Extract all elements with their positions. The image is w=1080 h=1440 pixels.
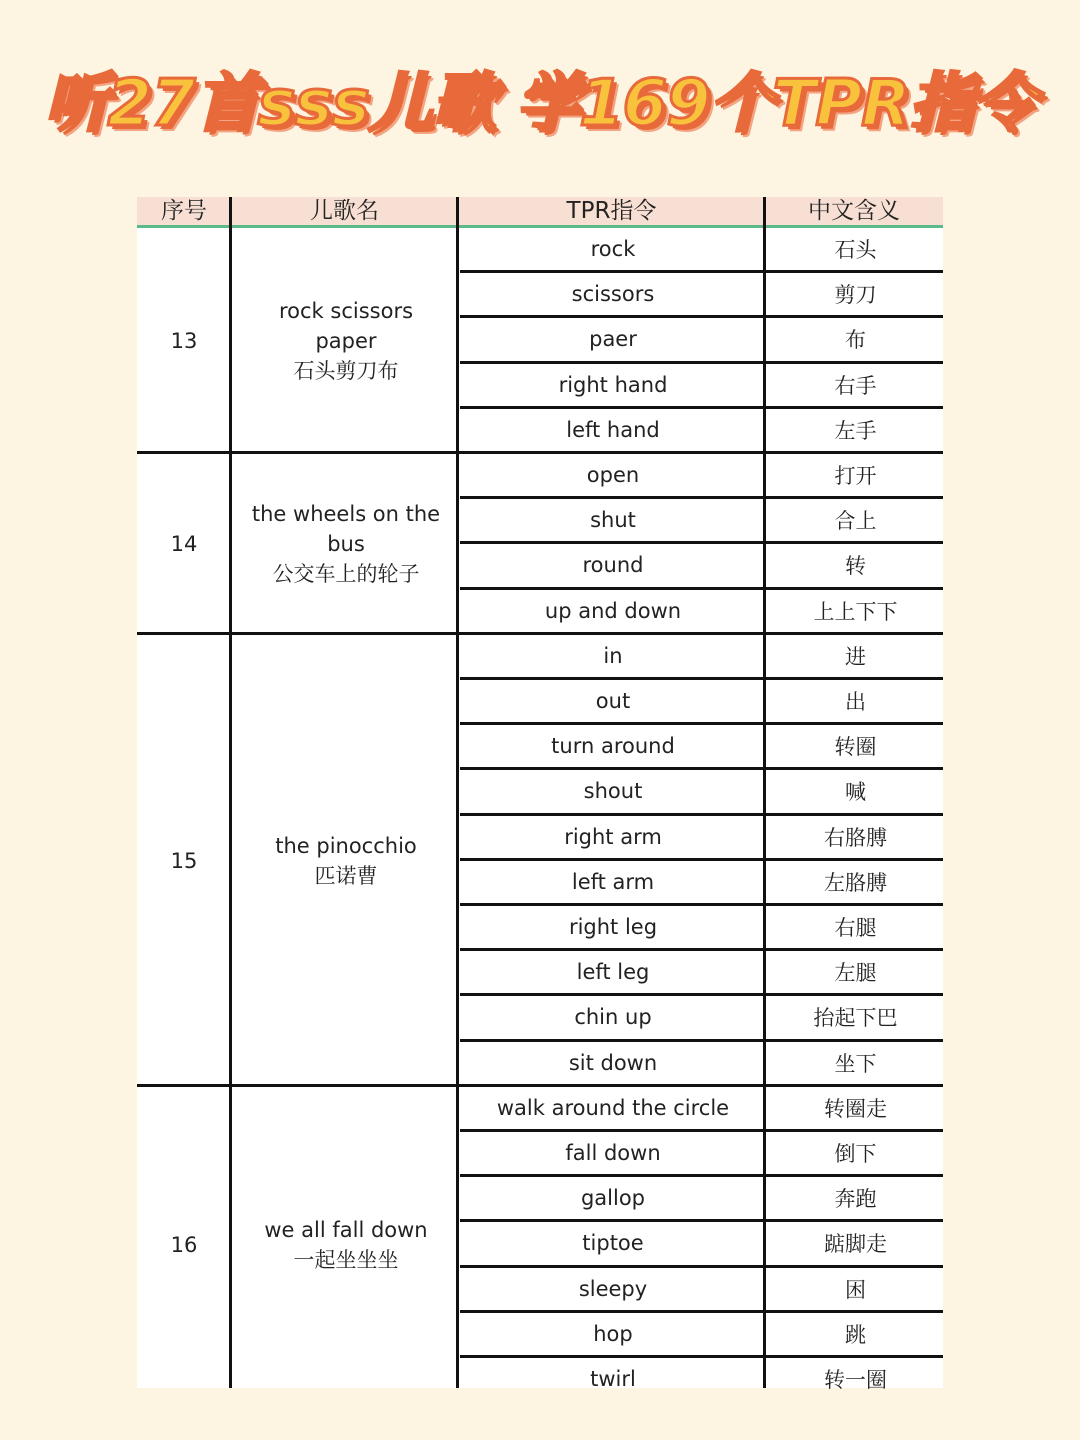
chinese-meaning: 合上: [834, 509, 877, 534]
tpr-command: shout: [583, 779, 643, 804]
song-name-zh: 公交车上的轮子: [272, 562, 420, 587]
song-name-en: rock scissors paper: [278, 299, 414, 353]
page-title: 听27首sss儿歌 学169个TPR指令: [44, 67, 1036, 141]
chinese-meaning: 出: [845, 690, 866, 715]
chinese-meaning: 右胳膊: [824, 825, 887, 850]
header-meaning: 中文含义: [808, 198, 900, 224]
tpr-command: round: [582, 553, 644, 578]
chinese-meaning: 跳: [845, 1322, 866, 1347]
song-name: [234, 454, 458, 635]
tpr-command: chin up: [574, 1005, 652, 1030]
header-song: 儿歌名: [310, 198, 379, 224]
tpr-command: left hand: [566, 417, 660, 442]
tpr-command: hop: [593, 1321, 633, 1346]
chinese-meaning: 左腿: [834, 961, 877, 986]
song-name: [234, 228, 458, 454]
table-header: [137, 197, 943, 228]
tpr-command: twirl: [590, 1367, 636, 1392]
chinese-meaning: 右手: [834, 373, 877, 398]
song-name-en: the wheels on the bus: [251, 502, 441, 557]
chinese-meaning: 打开: [834, 464, 877, 489]
song-name-en: the pinocchio: [275, 833, 417, 858]
tpr-command: left leg: [576, 960, 650, 985]
tpr-command: in: [603, 643, 623, 668]
tpr-command: scissors: [571, 282, 655, 307]
chinese-meaning: 剪刀: [834, 283, 877, 308]
tpr-command: walk around the circle: [496, 1095, 730, 1120]
chinese-meaning: 抬起下巴: [813, 1006, 898, 1031]
header-number: 序号: [161, 198, 207, 224]
tpr-command: paer: [589, 327, 637, 352]
tpr-command: up and down: [544, 598, 682, 623]
chinese-meaning: 坐下: [834, 1051, 877, 1076]
chinese-meaning: 进: [845, 644, 866, 669]
song-number: 13: [170, 329, 198, 353]
tpr-command: turn around: [551, 734, 675, 759]
song-name-zh: 石头剪刀布: [293, 359, 399, 383]
song-name-zh: 匹诺曹: [314, 863, 378, 888]
chinese-meaning: 左手: [834, 418, 877, 443]
tpr-table: [137, 197, 943, 1393]
chinese-meaning: 石头: [834, 238, 877, 263]
tpr-command: open: [586, 463, 640, 488]
song-name-en: we all fall down: [264, 1217, 428, 1242]
tpr-command: fall down: [565, 1141, 661, 1166]
song-number: 15: [170, 848, 198, 873]
chinese-meaning: 左胳膊: [824, 870, 887, 895]
tpr-command: sleepy: [578, 1276, 648, 1301]
tpr-command: gallop: [580, 1186, 646, 1211]
song-name-zh: 一起坐坐坐: [293, 1247, 399, 1272]
tpr-command: out: [595, 689, 631, 714]
tpr-command: right hand: [558, 372, 668, 397]
chinese-meaning: 踮脚走: [824, 1232, 887, 1257]
header-tpr: TPR指令: [566, 198, 657, 224]
song-number: 16: [170, 1232, 198, 1257]
chinese-meaning: 转一圈: [824, 1368, 887, 1393]
tpr-command: sit down: [568, 1050, 658, 1075]
song-name: [234, 635, 458, 1087]
chinese-meaning: 喊: [845, 780, 866, 805]
chinese-meaning: 困: [845, 1277, 866, 1302]
chinese-meaning: 转圈: [834, 735, 877, 760]
tpr-command: tiptoe: [582, 1231, 644, 1256]
song-name: [234, 1087, 458, 1403]
tpr-command: right leg: [568, 915, 658, 940]
tpr-command: left arm: [571, 869, 655, 894]
chinese-meaning: 奔跑: [834, 1187, 877, 1212]
chinese-meaning: 转圈走: [824, 1096, 887, 1121]
chinese-meaning: 倒下: [834, 1142, 877, 1167]
chinese-meaning: 转: [845, 554, 866, 579]
song-number: 14: [170, 532, 198, 557]
tpr-command: shut: [590, 508, 636, 533]
chinese-meaning: 上上下下: [813, 599, 898, 624]
chinese-meaning: 布: [845, 328, 866, 353]
chinese-meaning: 右腿: [834, 916, 877, 941]
tpr-command: rock: [590, 237, 636, 262]
tpr-command: right arm: [564, 824, 662, 849]
